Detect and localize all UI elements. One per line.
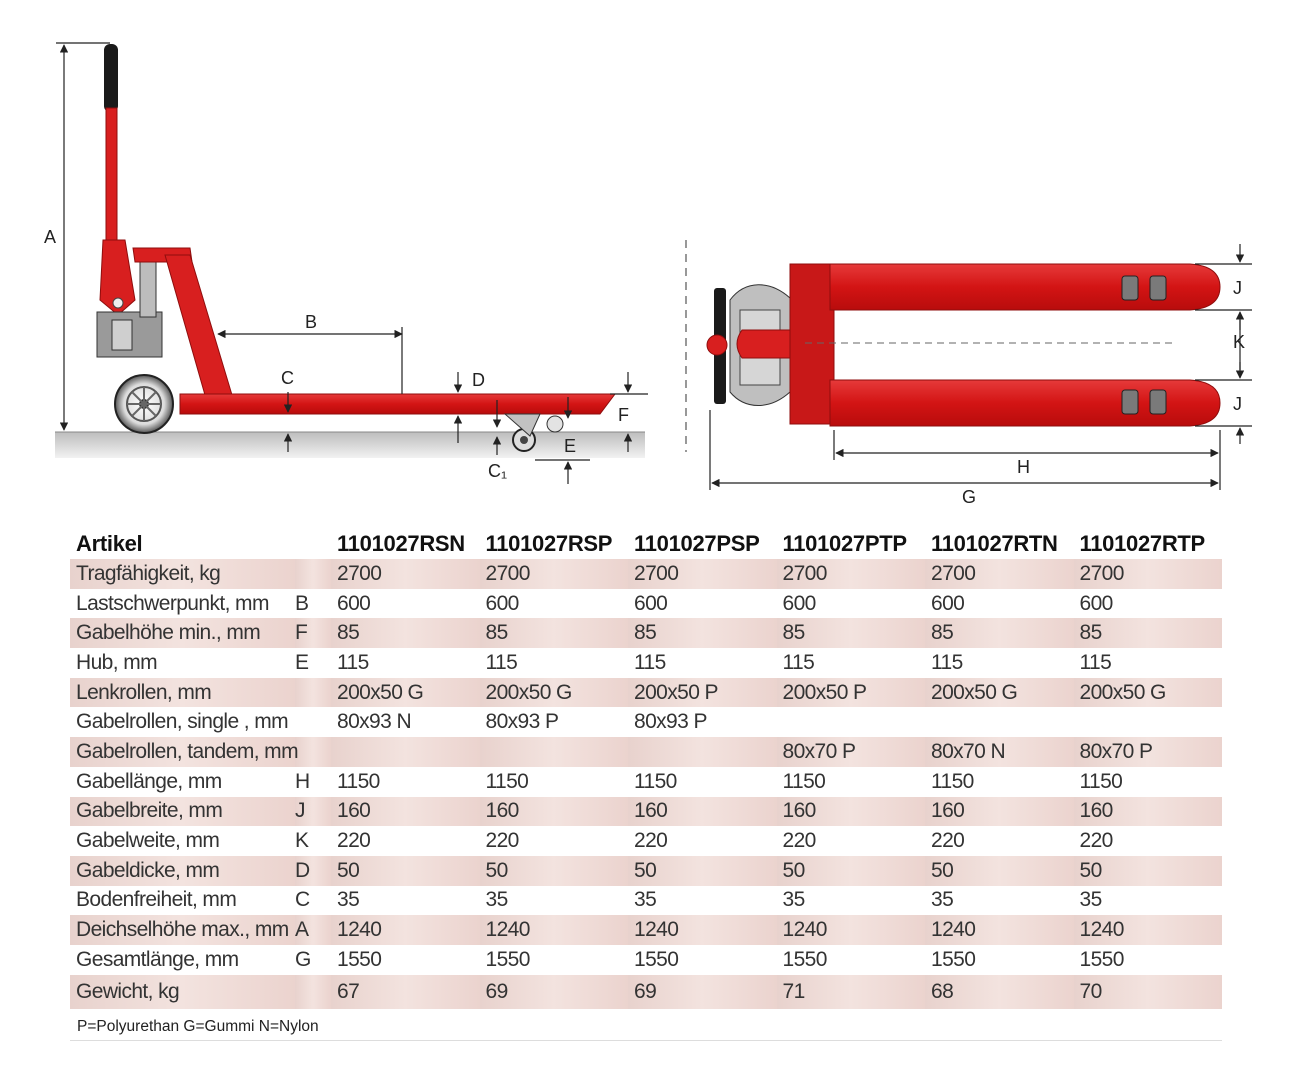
spec-value: 68 [925,975,1074,1009]
label-A: A [44,227,57,247]
spec-code: G [295,947,311,971]
spec-value: 1550 [931,947,976,971]
spec-value: 50 [628,856,777,886]
spec-value: 80x70 P [1074,737,1223,767]
header-code [295,528,331,559]
table-row [70,826,1222,856]
material-legend: P=Polyurethan G=Gummi N=Nylon [77,1018,319,1035]
spec-code: F [295,618,331,648]
spec-code [295,707,331,737]
label-D: D [472,370,485,390]
header-model: 1101027RTP [1079,530,1205,556]
header-model: 1101027PSP [634,530,760,556]
spec-value: 35 [634,888,657,912]
spec-value: 1550 [485,947,530,971]
spec-code: C [295,888,310,912]
spec-value: 85 [925,618,1074,648]
label-J-bottom: J [1233,394,1242,414]
spec-value: 160 [925,797,1074,827]
table-row [70,648,1222,678]
spec-value: 35 [337,888,360,912]
spec-value: 1150 [634,769,677,793]
spec-value: 200x50 P [628,678,777,708]
handle-grip [104,44,118,112]
floor [55,432,645,458]
spec-value [628,737,777,767]
table-row [70,797,1222,827]
table-row [70,975,1222,1009]
spec-value: 35 [485,888,508,912]
spec-value: 1150 [931,769,974,793]
spec-value: 160 [628,797,777,827]
table-row [70,618,1222,648]
spec-value: 1550 [634,947,679,971]
spec-code: K [295,829,309,853]
side-view [44,43,648,484]
label-H: H [1017,457,1030,477]
top-view [686,240,1252,507]
spec-code: H [295,769,310,793]
spec-name: Lastschwerpunkt, mm [76,591,269,615]
label-J-top: J [1233,278,1242,298]
label-E: E [564,436,577,456]
header-model: 1101027PTP [782,530,907,556]
spec-name: Gabelhöhe min., mm [70,618,295,648]
table-row [70,945,1222,975]
spec-value: 35 [931,888,954,912]
label-F: F [618,405,629,425]
spec-value: 1240 [777,915,926,945]
table-row [70,856,1222,886]
spec-value [480,737,629,767]
spec-value: 200x50 G [480,678,629,708]
spec-value: 50 [925,856,1074,886]
spec-value: 115 [634,650,666,674]
header-model: 1101027RTN [931,530,1058,556]
spec-value: 85 [480,618,629,648]
spec-name: Gewicht, kg [70,975,295,1009]
spec-value: 69 [628,975,777,1009]
spec-value: 160 [480,797,629,827]
table-header-row [70,528,1222,559]
spec-value: 85 [331,618,480,648]
spec-code: E [295,650,309,674]
spec-value: 600 [1079,591,1113,615]
label-K: K [1233,332,1246,352]
spec-value: 115 [485,650,518,674]
spec-value: 115 [1079,650,1112,674]
spec-code: A [295,915,331,945]
spec-code [295,559,331,589]
spec-value: 220 [931,829,965,853]
spec-value: 85 [1074,618,1223,648]
spec-code: J [295,797,331,827]
label-C1: C₁ [488,461,508,481]
spec-value: 2700 [628,559,777,589]
spec-name: Gesamtlänge, mm [76,947,239,971]
spec-value: 160 [777,797,926,827]
spec-value: 80x70 P [777,737,926,767]
spec-value: 1240 [480,915,629,945]
spec-name: Bodenfreiheit, mm [76,888,237,912]
spec-value: 80x93 P [485,710,559,734]
spec-name: Hub, mm [76,650,157,674]
fork [180,394,615,414]
spec-value: 69 [480,975,629,1009]
spec-value: 2700 [480,559,629,589]
spec-value: 600 [782,591,816,615]
spec-value: 1240 [628,915,777,945]
spec-value: 600 [485,591,519,615]
table-row [70,886,1222,916]
spec-value: 50 [480,856,629,886]
spec-value: 220 [634,829,668,853]
table-row [70,589,1222,619]
spec-value: 600 [337,591,371,615]
table-row [70,707,1222,737]
spec-value: 220 [337,829,371,853]
spec-value: 1240 [331,915,480,945]
spec-value: 200x50 P [777,678,926,708]
spec-value: 220 [1079,829,1113,853]
spec-value: 50 [777,856,926,886]
spec-code [295,678,331,708]
spec-value: 1550 [1079,947,1124,971]
spec-value: 160 [331,797,480,827]
spec-value: 2700 [777,559,926,589]
spec-value: 1550 [782,947,827,971]
spec-value: 50 [331,856,480,886]
spec-name: Deichselhöhe max., mm [70,915,295,945]
spec-name: Gabelweite, mm [76,829,220,853]
spec-value: 600 [931,591,965,615]
spec-code: D [295,856,331,886]
spec-value: 67 [331,975,480,1009]
pallet-truck-diagrams [0,0,1300,520]
spec-value: 85 [777,618,926,648]
spec-value: 200x50 G [925,678,1074,708]
spec-value [925,707,1074,737]
spec-value: 115 [337,650,369,674]
spec-value: 1150 [337,769,380,793]
header-model: 1101027RSP [485,530,613,556]
label-C: C [281,368,294,388]
spec-value: 115 [782,650,815,674]
spec-value: 1240 [1074,915,1223,945]
spec-value: 50 [1074,856,1223,886]
spec-value: 160 [1074,797,1223,827]
spec-name: Gabeldicke, mm [70,856,295,886]
header-model: 1101027RSN [337,530,465,556]
spec-name: Gabelrollen, single , mm [76,710,289,734]
spec-value: 115 [931,650,963,674]
spec-value: 2700 [331,559,480,589]
spec-value: 1150 [485,769,529,793]
spec-value: 2700 [1074,559,1223,589]
spec-name: Gabelbreite, mm [70,797,295,827]
spec-value: 1550 [337,947,382,971]
spec-code: B [295,591,309,615]
spec-value [777,707,926,737]
spec-name: Lenkrollen, mm [70,678,295,708]
table-row [70,767,1222,797]
spec-value: 200x50 G [331,678,480,708]
header-artikel: Artikel [76,530,143,556]
spec-value: 600 [634,591,668,615]
table-row [70,915,1222,945]
spec-value [331,737,480,767]
table-row [70,559,1222,589]
table-row [70,737,1222,767]
spec-name: Tragfähigkeit, kg [70,559,295,589]
label-B: B [305,312,318,332]
spec-value: 220 [485,829,519,853]
spec-value: 71 [777,975,926,1009]
spec-value: 1240 [925,915,1074,945]
spec-code [295,975,331,1009]
spec-value: 35 [1079,888,1102,912]
spec-value: 80x93 N [337,710,412,734]
spec-value: 220 [782,829,816,853]
specification-table [70,528,1222,1009]
chassis [165,255,232,395]
spec-value: 70 [1074,975,1223,1009]
spec-code [295,737,331,767]
top-frame [790,264,834,424]
spec-value: 200x50 G [1074,678,1223,708]
spec-value: 35 [782,888,805,912]
spec-name: Gabelrollen, tandem, mm [70,737,295,767]
label-G: G [962,487,977,507]
table-row [70,678,1222,708]
spec-value: 1150 [1079,769,1123,793]
spec-value: 80x93 P [634,710,707,734]
spec-value [1074,707,1223,737]
spec-name: Gabellänge, mm [76,769,222,793]
spec-value: 1150 [782,769,826,793]
spec-value: 80x70 N [925,737,1074,767]
table-bottom-rule [70,1040,1222,1041]
spec-value: 2700 [925,559,1074,589]
spec-value: 85 [628,618,777,648]
